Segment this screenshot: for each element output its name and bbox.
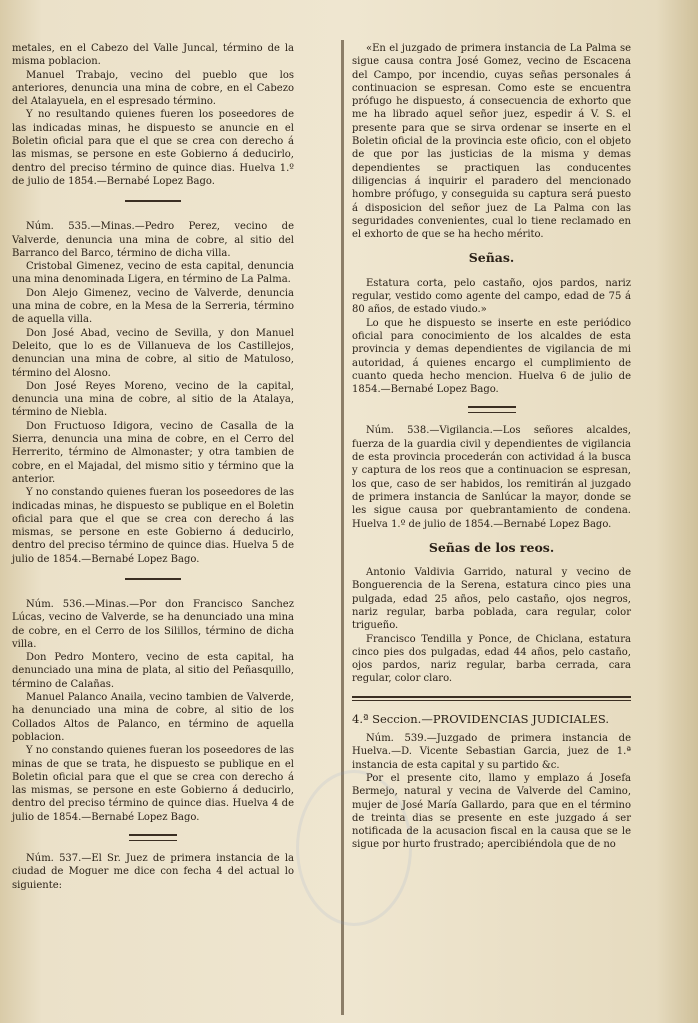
paragraph: Lo que he dispuesto se inserte en este periódico oficial para conocimiento de los alcaldes de esta provincia y demas dependientes de vigilancia de mi autoridad, á quienes encargo el cumplimiento de cuanto queda hecho mencion. Huelva 6 de julio de 1854.—Bernabé Lopez Bago. [352,317,631,396]
section-title: 4.ª Seccion.—PROVIDENCIAS JUDICIALES. [352,711,610,726]
paragraph: Antonio Valdivia Garrido, natural y vecino de Bonguerencia de la Serena, estatura cinco pies una pulgada, edad 25 años, pelo castaño, ojos negros, nariz regular, barba poblada, cara regular, color trigueño. [352,567,631,632]
notice-537: Núm. 537.—El Sr. Juez de primera instancia de la ciudad de Moguer me dice con fecha 4 del actual lo siguiente: [12,853,294,891]
separator [12,830,294,844]
paragraph: Y no constando quienes fueran los poseedores de las minas de que se trata, he dispuesto se publique en el Boletin oficial para que el que se crea con derecho á las mismas, se persone en este Gobierno á deducirlo, dentro del preciso término de quince dias. Huelva 4 de julio de 1854.—Bernabé Lopez Bago. [12,745,294,823]
paragraph: metales, en el Cabezo del Valle Juncal, término de la misma poblacion. [12,43,294,68]
paragraph: Por el presente cito, llamo y emplazo á Josefa Bermejo, natural y vecina de Valverde del Camino, mujer de José María Gallardo, para que en el término de treinta dias se presente en este juzgado á ser notificada de la acusacion fiscal en la causa que se le sigue por hurto frustrado; apercibiéndola que de no [352,772,631,851]
paragraph: Don Pedro Montero, vecino de esta capital, ha denunciado una mina de plata, al sitio del Peñasquillo, término de Calañas. [12,652,294,690]
paragraph: Don José Abad, vecino de Sevilla, y don Manuel Deleito, que lo es de Villanueva de los Castillejos, denuncian una mina de cobre, al sitio de Matuloso, término del Alosno. [12,327,294,379]
paragraph: Manuel Trabajo, vecino del pueblo que los anteriores, denuncia una mina de cobre, en el Cabezo del Atalayuela, en el espresado término. [12,69,294,108]
paragraph: Don Fructuoso Idigora, vecino de Casalla de la Sierra, denuncia una mina de cobre, en el Cerro del Herrerito, término de Almonaster; y otra tambien de cobre, en el Majadal, del mismo sitio y término que la anterior. [12,420,294,485]
notice-538: Núm. 538.—Vigilancia.—Los señores alcaldes, fuerza de la guardia civil y dependientes de vigilancia de esta provincia procederán con actividad á la busca y captura de los reos que a continuacion se espresan, los que, caso de ser habidos, los remitirán al juzgado de primera instancia de Sanlúcar la mayor, donde se les sigue causa por quebrantamiento de condena. Huelva 1.º de julio de 1854.—Bernabé Lopez Bago. [352,425,631,530]
heading-senas: Señas. [468,250,515,266]
left-column [12,42,294,892]
paragraph: Don Alejo Gimenez, vecino de Valverde, denuncia una mina de cobre, en la Mesa de la Serreria, término de aquella villa. [12,287,294,326]
notice-539: Núm. 539.—Juzgado de primera instancia de Huelva.—D. Vicente Sebastian Garcia, juez de 1.ª instancia de esta capital y su partido &c. [352,733,631,771]
paragraph: Y no constando quienes fueran los poseedores de las indicadas minas, he dispuesto se publique en el Boletin oficial para que el que se crea con derecho á las mismas, se persone en este Gobierno á deducirlo, dentro del preciso término de quince dias. Huelva 5 de julio de 1854.—Bernabé Lopez Bago. [12,487,294,565]
right-column [352,42,631,852]
separator [12,192,294,210]
paragraph: Manuel Palanco Anaila, vecino tambien de Valverde, ha denunciado una mina de cobre, al sitio de los Collados Altos de Palanco, en término de aquella poblacion. [12,692,294,743]
paragraph: Cristobal Gimenez, vecino de esta capital, denuncia una mina denominada Ligera, en término de La Palma. [12,261,294,286]
paragraph: Don José Reyes Moreno, vecino de la capital, denuncia una mina de cobre, al sitio de la Atalaya, término de Niebla. [12,380,294,419]
separator [352,402,631,416]
separator [12,570,294,588]
paragraph: Estatura corta, pelo castaño, ojos pardos, nariz regular, vestido como agente del campo, edad de 75 á 80 años, de estado viudo.» [352,277,631,316]
heading-senas-reos: Señas de los reos. [428,539,555,555]
notice-535: Núm. 535.—Minas.—Pedro Perez, vecino de Valverde, denuncia una mina de cobre, al sitio del Barranco del Barco, término de dicha villa. [12,221,294,259]
section-divider [352,696,631,701]
paragraph: Y no resultando quienes fueren los poseedores de las indicadas minas, he dispuesto se anuncie en el Boletin oficial para que el que se crea con derecho á las mismas, se persone en este Gobierno á deducirlo, dentro del preciso término de quince dias. Huelva 1.º de julio de 1854.—Bernabé Lopez Bago. [12,109,294,187]
paragraph: Francisco Tendilla y Ponce, de Chiclana, estatura cinco pies dos pulgadas, edad 44 años, pelo castaño, ojos pardos, nariz regular, barba cerrada, cara regular, color claro. [352,633,631,685]
notice-536: Núm. 536.—Minas.—Por don Francisco Sanchez Lúcas, vecino de Valverde, se ha denunciado una mina de cobre, en el Cerro de los Silillos, término de dicha villa. [12,598,294,650]
paragraph: «En el juzgado de primera instancia de La Palma se sigue causa contra José Gomez, vecino de Escacena del Campo, por incendio, cuyas señas personales á continuacion se espresan. Como este se encuentra prófugo he dispuesto, á consecuencia de exhorto que me ha librado aquel señor juez, espedir á V. S. el presente para que se sirva ordenar se inserte en el Boletin oficial de la provincia este oficio, con el objeto de que por las justicias de la misma y demas dependientes se practiquen las conducentes diligencias á inquirir el paradero del mencionado hombre prófugo, y conseguida su captura será puesto á disposicion del señor juez de La Palma con las seguridades convenientes, cual lo tiene reclamado en el exhorto de que se ha hecho mérito. [352,43,631,241]
